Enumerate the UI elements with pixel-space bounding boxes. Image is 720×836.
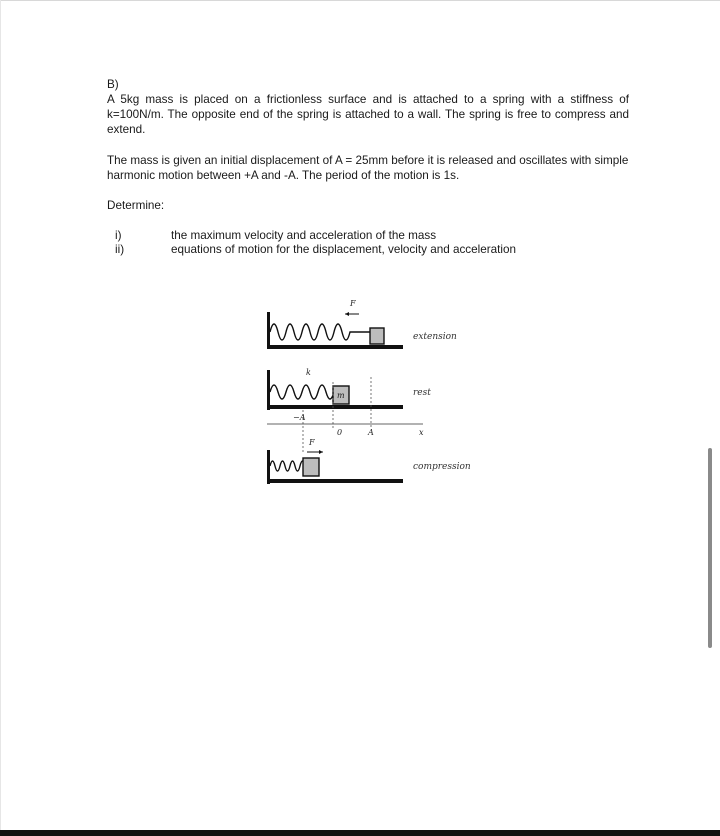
list-item [115, 243, 516, 257]
floor-middle [267, 405, 403, 409]
floor-bottom [267, 479, 403, 483]
arrowhead-right-icon [319, 450, 323, 454]
mass-label: m [337, 391, 345, 400]
axis-label-minus-a: −A [293, 413, 306, 422]
spring-mass-diagram [263, 292, 483, 492]
spring-rest [270, 385, 334, 399]
list-item-text: equations of motion for the displacement, velocity and acceleration [171, 243, 516, 256]
extension-system [267, 299, 457, 349]
wall-middle [267, 370, 270, 410]
caption-rest: rest [413, 388, 431, 398]
axis-label-zero: 0 [337, 428, 343, 437]
mass-block-extended [370, 328, 384, 344]
top-divider [1, 0, 720, 1]
scrollbar-thumb[interactable] [708, 448, 712, 648]
problem-paragraph-2: The mass is given an initial displacement of A = 25mm before it is released and oscillates with simple harmonic motion between +A and -A. The period of the motion is 1s. [107, 154, 629, 182]
list-item-text: the maximum velocity and acceleration of the mass [171, 229, 437, 242]
spring-constant-label: k [306, 368, 311, 377]
spring-extended [270, 324, 370, 340]
spring-compressed [270, 461, 305, 471]
force-label-bottom: F [309, 438, 315, 447]
rest-system [267, 368, 431, 452]
list-item-number: ii) [115, 243, 125, 256]
caption-compression: compression [413, 462, 471, 472]
bottom-bar [0, 830, 720, 836]
caption-extension: extension [413, 332, 457, 342]
mass-block-compressed [303, 458, 319, 476]
list-item-number: i) [115, 229, 122, 242]
section-heading: B) [107, 78, 119, 91]
determine-label: Determine: [107, 199, 165, 212]
task-list [115, 229, 516, 257]
list-item [115, 229, 516, 243]
compression-system [267, 438, 471, 484]
floor-top [267, 345, 403, 349]
wall-top [267, 312, 270, 348]
force-label-top: F [350, 299, 356, 308]
wall-bottom [267, 450, 270, 484]
problem-paragraph-1: A 5kg mass is placed on a frictionless surface and is attached to a spring with a stiffness of k=100N/m. The opposite end of the spring is attached to a wall. The spring is free to compress and extend. [107, 93, 629, 136]
axis-label-x: x [419, 428, 424, 437]
arrowhead-left-icon [345, 312, 349, 316]
axis-label-a: A [368, 428, 374, 437]
